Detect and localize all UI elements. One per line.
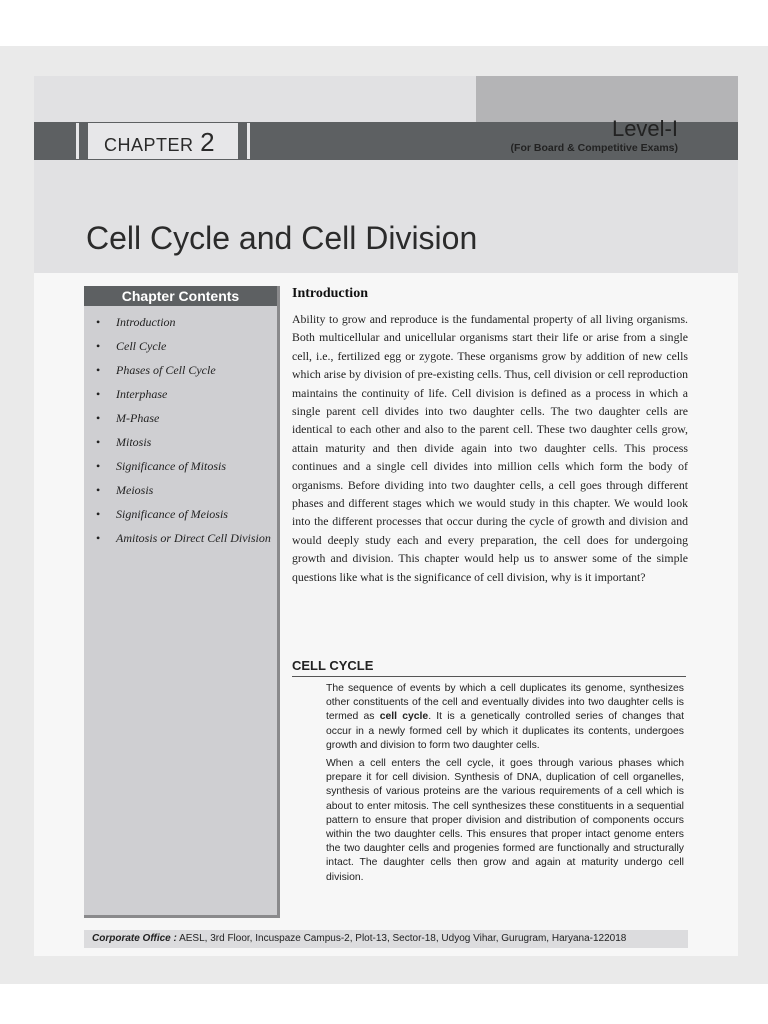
intro-heading: Introduction — [292, 286, 368, 301]
level-label: Level-I — [611, 116, 678, 141]
contents-item: • Meiosis — [96, 483, 154, 497]
contents-list — [84, 306, 277, 546]
chapter-label — [104, 127, 215, 158]
chapter-contents-sidebar — [84, 286, 280, 918]
contents-item: • Amitosis or Direct Cell Division — [96, 531, 271, 545]
sidebar-heading: Chapter Contents — [84, 286, 277, 306]
footer-label: Corporate Office : — [92, 933, 177, 944]
contents-item: • Cell Cycle — [96, 339, 167, 353]
contents-item: • Phases of Cell Cycle — [96, 363, 216, 377]
top-margin — [0, 0, 768, 46]
chapter-header — [34, 76, 738, 273]
level-note: (For Board & Competitive Exams) — [510, 142, 678, 154]
contents-item: • Significance of Meiosis — [96, 507, 228, 521]
page-background — [0, 46, 768, 984]
cell-cycle-paragraph-2: When a cell enters the cell cycle, it goes through various phases which prepare it for cell division. Synthesis of DNA, duplication of cell organelles, synthesis of various proteins are the various requirements of a cell which is about to enter mitosis. The cell synthesizes these constituents in a sequential pattern to ensure that proper division and distribution of components occurs within the two daughter cells. This ensures that proper intact genome enters the two daughter cells and progenies formed are functionally and structurally intact. The daughter cells then grow and again at maturity undergo cell division. — [326, 758, 684, 883]
chapter-number: 2 — [200, 127, 216, 157]
bottom-margin — [0, 984, 768, 1024]
footer-address: AESL, 3rd Floor, Incuspaze Campus-2, Plot-13, Sector-18, Udyog Vihar, Gurugram, Haryana-122018 — [179, 933, 627, 944]
chapter-title: Cell Cycle and Cell Division — [86, 220, 478, 256]
contents-item: • Mitosis — [96, 435, 152, 449]
contents-item: • Introduction — [96, 315, 176, 329]
main-content — [292, 286, 688, 883]
contents-item: • M-Phase — [96, 411, 160, 425]
contents-item: • Significance of Mitosis — [96, 459, 226, 473]
chapter-box — [82, 123, 244, 159]
chapter-word: CHAPTER — [104, 135, 194, 155]
corporate-office-footer — [84, 930, 688, 948]
intro-paragraph: Ability to grow and reproduce is the fundamental property of all living organisms. Both multicellular and unicellular organisms start their life or arise from a single cell, i.e., fertilized egg or zygote. These organisms grow by addition of new cells which arise by division of pre-existing cells. Thus, cell division or cell reproduction maintains the continuity of life. Cell division is defined as a process in which a single parent cell divides into two daughter cells. The two daughter cells are identical to each other and also to the parent cell. These two daughter cells grow, attain maturity and then divide again into two daughter cells. This process continues and a single cell divides into million cells which form the body of organisms. Before dividing into two daughter cells, a cell goes through different phases and different stages which we would study in this chapter. We would look into the different processes that occur during the cycle of growth and division and would deeply study each and every preparation, the cell does for undergoing growth and division. This chapter would help us to answer some of the simple questions like what is the significance of cell division, why is it important? — [292, 312, 688, 584]
cell-cycle-body — [326, 682, 684, 889]
cell-cycle-paragraph-1: The sequence of events by which a cell duplicates its genome, synthesizes other constituents of the cell and eventually divides into two daughter cells is termed as cell cycle. It is a genetically controlled series of changes that occur in a newly formed cell by which it duplicates its contents, undergoes growth and division to form two daughter cells. — [326, 683, 684, 751]
contents-item: • Interphase — [96, 387, 168, 401]
document-page — [34, 76, 738, 956]
cell-cycle-heading: CELL CYCLE — [292, 658, 686, 677]
